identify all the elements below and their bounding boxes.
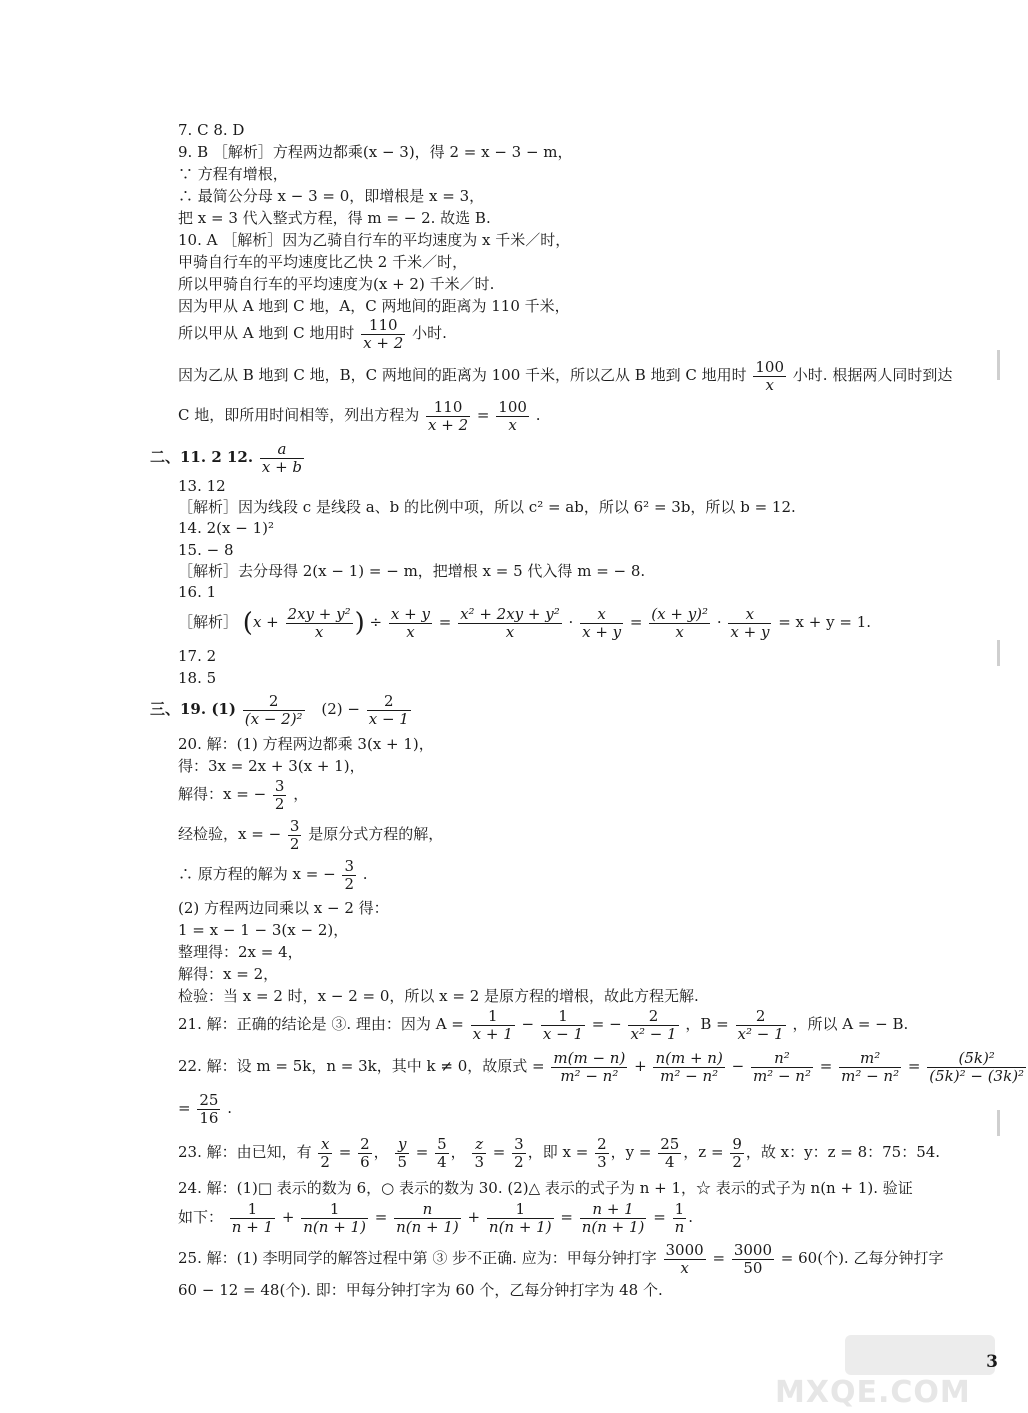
fraction-5k-squared: $\frac{\text{(5k)²}}{\text{(5k)² − (3k)²}}$ (929, 1048, 1025, 1085)
fraction-3-over-2-b: $\frac{3}{2}$ (514, 1134, 524, 1171)
answer-9-line1: 9. B ［解析］方程两边都乘(x − 3)，得 2 = x − 3 − m， (178, 143, 573, 161)
fraction-9-over-2: $\frac{9}{2}$ (732, 1134, 742, 1171)
answer-18: 18. 5 (178, 669, 217, 687)
answer-13: 13. 12 (178, 477, 226, 495)
answer-10-line2: 甲骑自行车的平均速度比乙快 2 千米／时， (178, 253, 468, 271)
fraction-2xy-plus-y2-over-x: $\frac{\text{2xy + y²}}{x}$ (287, 604, 351, 641)
answer-10-line5: 所以甲从 A 地到 C 地用时 $\frac{110}{x + 2}$ 小时. (178, 315, 447, 352)
answer-16: 16. 1 (178, 583, 217, 601)
fraction-25-over-4: $\frac{25}{4}$ (660, 1134, 680, 1171)
answer-25-line2: 60 − 12 = 48(个). 即：甲每分钟打字为 60 个，乙每分钟打字为 48 个. (178, 1281, 663, 1299)
fraction-1-over-n-n-plus-1: $\frac{1}{n(n + 1)}$ (303, 1199, 366, 1236)
answer-20-line1: 20. 解：(1) 方程两边都乘 3(x + 1)， (178, 735, 434, 753)
answer-14: 14. 2(x − 1)² (178, 519, 274, 537)
answer-16-solution: ［解析］ (x + $\frac{\text{2xy + y²}}{x}$ ) ÷ $\frac{x + y}{x}$ = $\frac{\text{x² + 2xy + y²}}{x}$ · $\frac{x}{x + y}$ = $\frac{\text{(x + y)²}}{x}$ · $\frac{x}{x + y}$ = x + y = 1. (178, 604, 872, 641)
fraction-2-over-x2-minus-1-b: $\frac{2}{\text{x² − 1}}$ (737, 1006, 784, 1043)
fraction-x-over-2: $\frac{x}{2}$ (320, 1134, 330, 1171)
answer-20-part2-line2: 1 = x − 1 − 3(x − 2)， (178, 921, 349, 939)
answer-13-solution: ［解析］因为线段 c 是线段 a、b 的比例中项，所以 c² = ab，所以 6² = 3b，所以 b = 12. (178, 498, 796, 516)
answer-9-line2: ∵ 方程有增根， (178, 165, 288, 183)
fraction-3000-over-x: $\frac{3000}{x}$ (665, 1240, 704, 1277)
answer-22-line1: 22. 解：设 m = 5k，n = 3k，其中 k ≠ 0，故原式 = $\frac{m(m - n)}{\text{m² − n²}}$ + $\frac{n(m + n)}{\text{m² − n²}}$ − $\frac{\text{n²}}{\text{m² − n²}}$ = $\frac{\text{m²}}{\text{m² − n²}}$ = $\frac{\text{(5k)²}}{\text{(5k)² − (3k)²}}$ (178, 1048, 1025, 1085)
fraction-110-over-x-plus-2: $\frac{110}{x + 2}$ (363, 315, 404, 352)
answer-10-line7: C 地，即所用时间相等，列出方程为 $\frac{110}{x + 2}$ = $\frac{100}{x}$ . (178, 397, 541, 434)
fraction-2-over-x-minus-1: $\frac{2}{x - 1}$ (368, 691, 409, 728)
fraction-100-equation: $\frac{100}{x}$ (498, 397, 527, 434)
answer-20-line4: 经检验，x = − $\frac{3}{2}$ 是原分式方程的解， (178, 816, 444, 853)
fraction-2-over-x-minus-2-squared: $\frac{2}{\text{(x − 2)²}}$ (244, 691, 303, 728)
fraction-110-equation: $\frac{110}{x + 2}$ (428, 397, 469, 434)
answer-25-line1: 25. 解：(1) 李明同学的解答过程中第 ③ 步不正确. 应为：甲每分钟打字 $\frac{3000}{x}$ = $\frac{3000}{50}$ = 60(个). 乙每分钟打字 (178, 1240, 944, 1277)
fraction-3-over-2-result: $\frac{3}{2}$ (344, 856, 354, 893)
fraction-y-over-5: $\frac{y}{5}$ (397, 1134, 407, 1171)
fraction-5-over-4: $\frac{5}{4}$ (437, 1134, 447, 1171)
fraction-n-over-n-n-plus-1: $\frac{n}{n(n + 1)}$ (396, 1199, 459, 1236)
fraction-3-over-2: $\frac{3}{2}$ (274, 776, 285, 813)
page-number: 3 (986, 1352, 998, 1372)
fraction-x-plus-y-squared-over-x: $\frac{\text{(x + y)²}}{x}$ (651, 604, 709, 641)
fraction-square-over-x: $\frac{\text{x² + 2xy + y²}}{x}$ (460, 604, 560, 641)
answer-20-line3: 解得：x = − $\frac{3}{2}$ ， (178, 776, 309, 813)
fraction-25-over-16: $\frac{25}{16}$ (199, 1090, 219, 1127)
fraction-1-over-x-plus-1: $\frac{1}{x + 1}$ (472, 1006, 513, 1043)
answer-20-part2-line1: (2) 方程两边同乘以 x − 2 得： (178, 899, 389, 917)
answer-10-line6: 因为乙从 B 地到 C 地，B，C 两地间的距离为 100 千米，所以乙从 B 地到 C 地用时 $\frac{100}{x}$ 小时. 根据两人同时到达 (178, 357, 953, 394)
fraction-n2: $\frac{\text{n²}}{\text{m² − n²}}$ (752, 1048, 811, 1085)
fraction-a-over-x-plus-b: $\frac{a}{x + b}$ (261, 439, 303, 476)
answer-9-line4: 把 x = 3 代入整式方程，得 m = − 2. 故选 B. (178, 209, 491, 227)
fraction-1-over-n: $\frac{1}{n}$ (674, 1199, 685, 1236)
answer-10-line3: 所以甲骑自行车的平均速度为(x + 2) 千米／时. (178, 275, 495, 293)
answer-15-solution: ［解析］去分母得 2(x − 1) = − m，把增根 x = 5 代入得 m = − 8. (178, 562, 646, 580)
answer-21: 21. 解：正确的结论是 ③. 理由：因为 A = $\frac{1}{x + 1}$ − $\frac{1}{x - 1}$ = − $\frac{2}{\text{x² − 1}}$ ，B = $\frac{2}{\text{x² − 1}}$ ，所以 A = − B. (178, 1006, 909, 1043)
fraction-3-over-2-check: $\frac{3}{2}$ (289, 816, 300, 853)
answer-7-8: 7. C 8. D (178, 121, 245, 139)
fraction-x-plus-y-over-x: $\frac{x + y}{x}$ (390, 604, 430, 641)
answer-22-line2: = $\frac{25}{16}$ . (178, 1090, 233, 1127)
answer-24-line1: 24. 解：(1)□ 表示的数为 6，○ 表示的数为 30. (2)△ 表示的式子为 n + 1，☆ 表示的式子为 n(n + 1). 验证 (178, 1179, 913, 1197)
fraction-2-over-x2-minus-1: $\frac{2}{\text{x² − 1}}$ (630, 1006, 677, 1043)
answer-20-part2-line3: 整理得：2x = 4， (178, 943, 303, 961)
watermark-logo (775, 1335, 995, 1410)
fraction-1-over-n-plus-1: $\frac{1}{n + 1}$ (231, 1199, 274, 1236)
fraction-z-over-3: $\frac{z}{3}$ (474, 1134, 485, 1171)
answer-15: 15. − 8 (178, 541, 234, 559)
fraction-3000-over-50: $\frac{3000}{50}$ (733, 1240, 773, 1277)
right-edge-mark (997, 1110, 1000, 1136)
answer-10-line4: 因为甲从 A 地到 C 地，A，C 两地间的距离为 110 千米， (178, 297, 570, 315)
section-3-answer-19: 三、19. (1) $\frac{2}{\text{(x − 2)²}}$ (2) − $\frac{2}{x - 1}$ (150, 691, 409, 728)
answer-9-line3: ∴ 最简公分母 x − 3 = 0，即增根是 x = 3， (178, 187, 485, 205)
fraction-n-m-plus-n: $\frac{n(m + n)}{\text{m² − n²}}$ (655, 1048, 723, 1085)
right-edge-mark (997, 350, 1000, 380)
answer-20-line2: 得：3x = 2x + 3(x + 1)， (178, 757, 365, 775)
answer-24-line2: 如下： $\frac{1}{n + 1}$ + $\frac{1}{n(n + 1)}$ = $\frac{n}{n(n + 1)}$ + $\frac{1}{n(n + 1)}$ = $\frac{n + 1}{n(n + 1)}$ = $\frac{1}{n}$ . (178, 1199, 694, 1236)
fraction-1-over-n-n-plus-1-b: $\frac{1}{n(n + 1)}$ (488, 1199, 552, 1236)
answer-23: 23. 解：由已知，有 $\frac{x}{2}$ = $\frac{2}{6}$ ， $\frac{y}{5}$ = $\frac{5}{4}$ ， $\frac{z}{3}$ = $\frac{3}{2}$ ，即 x = $\frac{2}{3}$ ，y = $\frac{25}{4}$ ，z = $\frac{9}{2}$ ，故 x：y：z = 8：75：54. (178, 1134, 941, 1171)
answer-10-line1: 10. A ［解析］因为乙骑自行车的平均速度为 x 千米／时， (178, 231, 571, 249)
fraction-2-over-3: $\frac{2}{3}$ (597, 1134, 607, 1171)
watermark-text: MXQE.COM (775, 1375, 971, 1410)
answer-20-part2-line4: 解得：x = 2， (178, 965, 279, 983)
fraction-x-over-x-plus-y: $\frac{x}{x + y}$ (582, 604, 622, 641)
answer-20-part2-line5: 检验：当 x = 2 时，x − 2 = 0，所以 x = 2 是原方程的增根，故此方程无解. (178, 987, 699, 1005)
section-2-answers-11-12: 二、11. 2 12. $\frac{a}{x + b}$ (150, 439, 303, 476)
fraction-100-over-x: $\frac{100}{x}$ (755, 357, 785, 394)
fraction-2-over-6: $\frac{2}{6}$ (360, 1134, 370, 1171)
answer-17: 17. 2 (178, 647, 217, 665)
right-edge-mark (997, 640, 1000, 666)
answer-20-line5: ∴ 原方程的解为 x = − $\frac{3}{2}$ . (178, 856, 368, 893)
fraction-x-over-x-plus-y-2: $\frac{x}{x + y}$ (730, 604, 770, 641)
fraction-m-m-minus-n: $\frac{m(m - n)}{\text{m² − n²}}$ (553, 1048, 626, 1085)
watermark-badge (845, 1335, 995, 1375)
fraction-n-plus-1-over-n-n-plus-1: $\frac{n + 1}{n(n + 1)}$ (581, 1199, 645, 1236)
fraction-m2: $\frac{\text{m²}}{\text{m² − n²}}$ (841, 1048, 900, 1085)
fraction-1-over-x-minus-1: $\frac{1}{x - 1}$ (542, 1006, 584, 1043)
